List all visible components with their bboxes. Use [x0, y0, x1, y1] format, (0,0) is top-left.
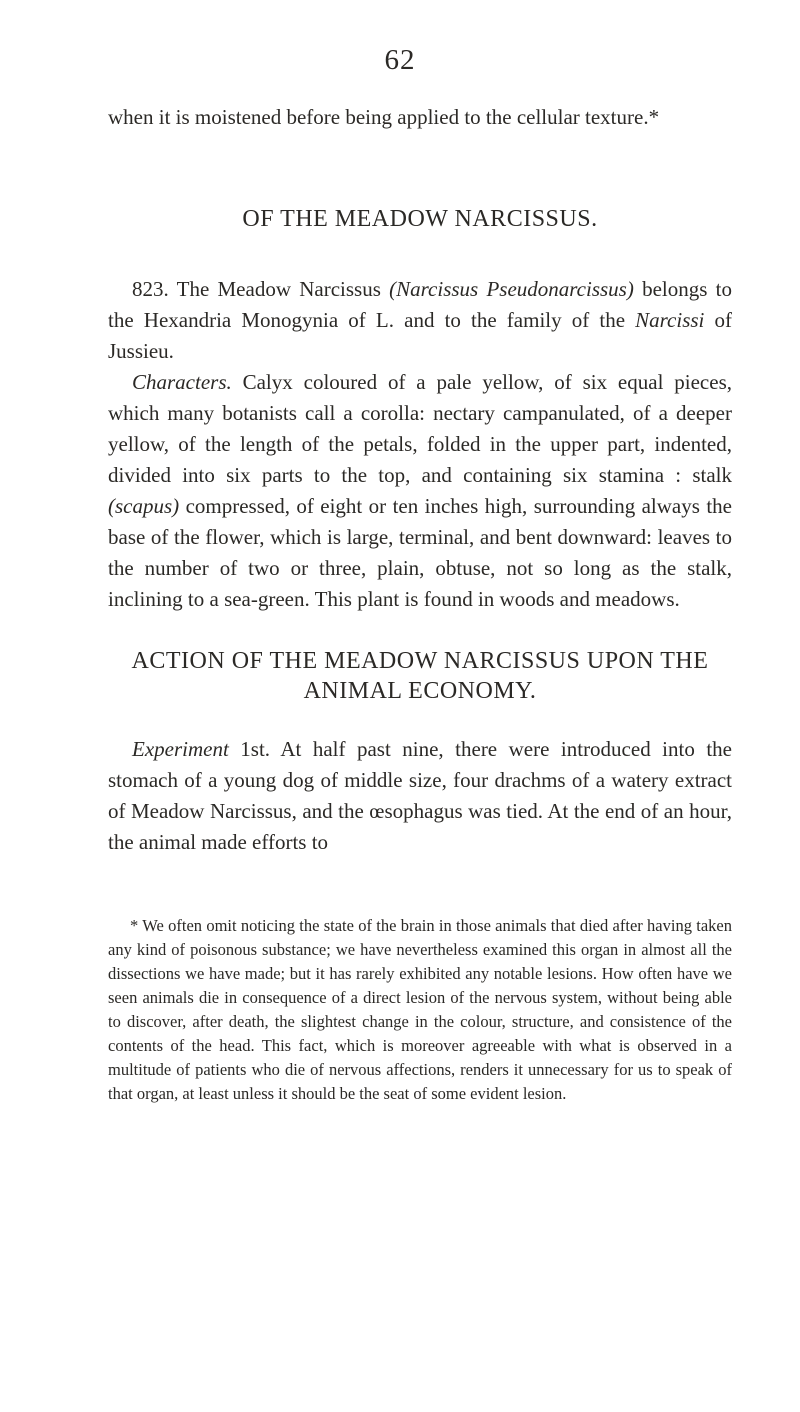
characters-paragraph: Characters. Calyx coloured of a pale yellow, of six equal pieces, which many botanists call a corolla: nectary campanulated, of a deeper yellow, of the length of the petals, folded in the upper part, indented, divided into six parts to the top, and containing six stamina : stalk (scapus) compressed, of eight or ten inches high, surrounding always the base of the flower, which is large, terminal, and bent downward: leaves to the number of two or three, plain, obtuse, not so long as the stalk, inclining to a sea-green. This plant is found in woods and meadows. — [108, 370, 732, 611]
experiment-paragraph: Experiment 1st. At half past nine, there were introduced into the stomach of a young dog of middle size, four drachms of a watery extract of Meadow Narcissus, and the œsophagus was tied. At the end of an hour, the animal made efforts to — [108, 737, 732, 854]
description-section — [108, 274, 732, 615]
footnote-text: * We often omit noticing the state of the brain in those animals that died after having taken any kind of poisonous substance; we have nevertheless examined this organ in almost all the dissections we have made; but it has rarely exhibited any notable lesions. How often have we seen animals die in consequence of a direct lesion of the nervous system, without being able to discover, after death, the slightest change in the colour, structure, and consistence of the contents of the head. This fact, which is moreover agreeable with what is observed in a multitude of patients who die of nervous affections, renders it unnecessary for us to speak of that organ, at least unless it should be the seat of some evident lesion. — [108, 916, 732, 1103]
section-heading-meadow-narcissus: OF THE MEADOW NARCISSUS. — [242, 206, 598, 232]
section-heading-action: ACTION OF THE MEADOW NARCISSUS UPON THE ANIMAL ECONOMY. — [131, 648, 709, 704]
experiment-label: Experiment — [132, 737, 229, 761]
continuation-text: when it is moistened before being applied to the cellular texture.* — [108, 105, 660, 129]
footnote — [108, 914, 732, 1106]
family-name: Narcissi — [635, 308, 705, 332]
scapus-term: (scapus) — [108, 494, 180, 518]
characters-label: Characters. — [132, 370, 232, 394]
continuation-paragraph — [108, 102, 732, 133]
paragraph-823: 823. The Meadow Narcissus (Narcissus Pseudonarcissus) belongs to the Hexandria Monogynia of L. and to the family of the Narcissi of Jussieu. — [108, 277, 732, 363]
latin-name: (Narcissus Pseudonarcissus) — [389, 277, 634, 301]
experiment-section — [108, 734, 732, 858]
paragraph-number: 823. — [132, 277, 169, 301]
page-number: 62 — [384, 44, 416, 76]
